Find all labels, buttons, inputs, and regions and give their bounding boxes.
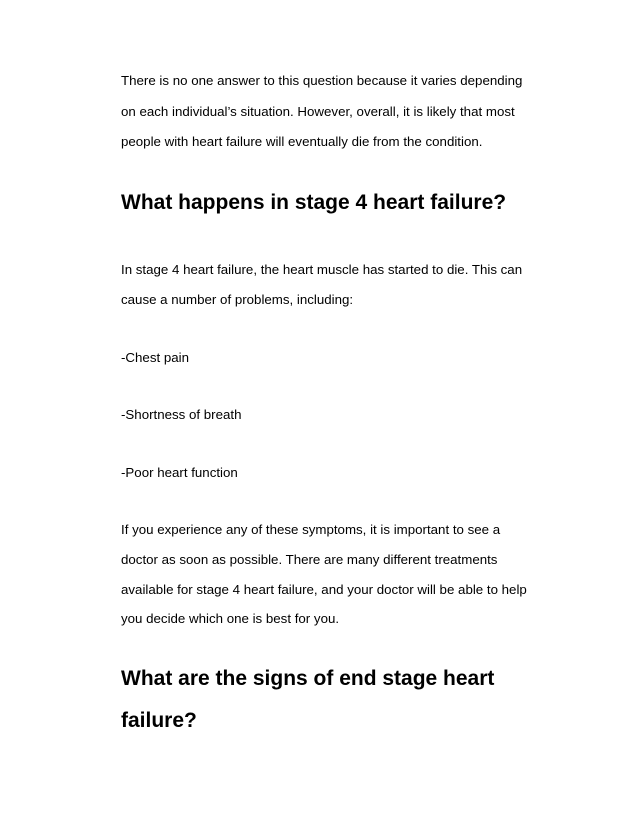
list-item-chest-pain: -Chest pain (121, 350, 189, 365)
list-item-shortness-of-breath: -Shortness of breath (121, 407, 242, 422)
section1-para2-line-3: available for stage 4 heart failure, and your doctor will be able to help (121, 582, 527, 597)
section1-para1-line-2: cause a number of problems, including: (121, 292, 354, 307)
section-heading-end-stage-line-1: What are the signs of end stage heart (121, 667, 495, 690)
section1-para2-line-1: If you experience any of these symptoms, it is important to see a (121, 522, 501, 537)
section1-para1-line-1: In stage 4 heart failure, the heart muscle has started to die. This can (121, 262, 523, 277)
section-heading-stage-4: What happens in stage 4 heart failure? (121, 191, 507, 214)
intro-line-1: There is no one answer to this question because it varies depending (121, 73, 523, 88)
intro-line-2: on each individual’s situation. However, overall, it is likely that most (121, 104, 515, 119)
section1-para2-line-4: you decide which one is best for you. (121, 611, 340, 626)
section1-para2-line-2: doctor as soon as possible. There are many different treatments (121, 552, 498, 567)
intro-line-3: people with heart failure will eventually die from the condition. (121, 134, 483, 149)
list-item-poor-heart-function: -Poor heart function (121, 465, 238, 480)
section-heading-end-stage-line-2: failure? (121, 709, 197, 732)
